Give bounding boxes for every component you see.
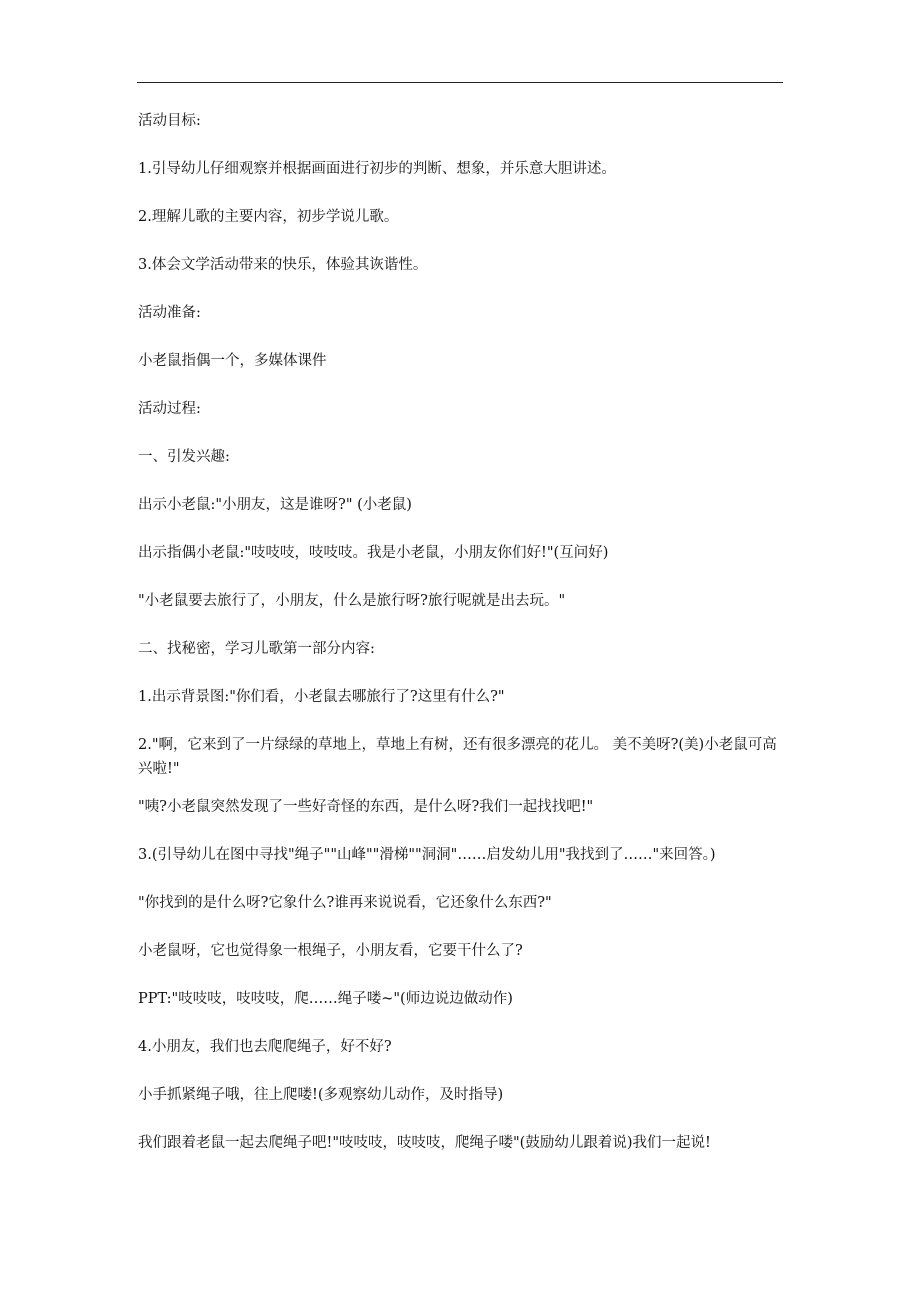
paragraph: 我们跟着老鼠一起去爬绳子吧!"吱吱吱，吱吱吱，爬绳子喽"(鼓励幼儿跟着说)我们一起说! <box>138 1135 711 1151</box>
paragraph: 2.理解儿歌的主要内容，初步学说儿歌。 <box>138 209 399 225</box>
paragraph: PPT:"吱吱吱，吱吱吱，爬……绳子喽~"(师边说边做动作) <box>138 991 513 1007</box>
paragraph: 活动目标: <box>138 113 201 129</box>
paragraph: "咦?小老鼠突然发现了一些好奇怪的东西，是什么呀?我们一起找找吧!" <box>138 799 594 815</box>
paragraph: 二、找秘密，学习儿歌第一部分内容: <box>138 641 375 657</box>
paragraph: 小老鼠呀，它也觉得象一根绳子，小朋友看，它要干什么了? <box>138 943 523 959</box>
paragraph: 出示小老鼠:"小朋友，这是谁呀?" (小老鼠) <box>138 497 412 513</box>
document-body <box>138 109 788 1155</box>
paragraph: 1.引导幼儿仔细观察并根据画面进行初步的判断、想象，并乐意大胆讲述。 <box>138 161 616 177</box>
paragraph: "你找到的是什么呀?它象什么?谁再来说说看，它还象什么东西?" <box>138 895 552 911</box>
paragraph: 3.(引导幼儿在图中寻找"绳子""山峰""滑梯""洞洞"……启发幼儿用"我找到了……"来回答。) <box>138 847 716 863</box>
paragraph: 3.体会文学活动带来的快乐，体验其诙谐性。 <box>138 257 428 273</box>
paragraph: 4.小朋友，我们也去爬爬绳子，好不好? <box>138 1039 392 1055</box>
paragraph: 活动过程: <box>138 401 201 417</box>
paragraph: "小老鼠要去旅行了，小朋友，什么是旅行呀?旅行呢就是出去玩。" <box>138 593 566 609</box>
header-rule <box>137 82 783 83</box>
paragraph: 1.出示背景图:"你们看，小老鼠去哪旅行了?这里有什么?" <box>138 689 505 705</box>
paragraph: 出示指偶小老鼠:"吱吱吱，吱吱吱。我是小老鼠，小朋友你们好!"(互问好) <box>138 545 609 561</box>
paragraph: 小手抓紧绳子哦，往上爬喽!(多观察幼儿动作，及时指导) <box>138 1087 504 1103</box>
paragraph: 一、引发兴趣: <box>138 449 230 465</box>
paragraph: 小老鼠指偶一个，多媒体课件 <box>138 353 327 369</box>
paragraph: 2."啊，它来到了一片绿绿的草地上，草地上有树，还有很多漂亮的花儿。 美不美呀?(美)小老鼠可高兴啦!" <box>138 737 777 777</box>
paragraph: 活动准备: <box>138 305 201 321</box>
